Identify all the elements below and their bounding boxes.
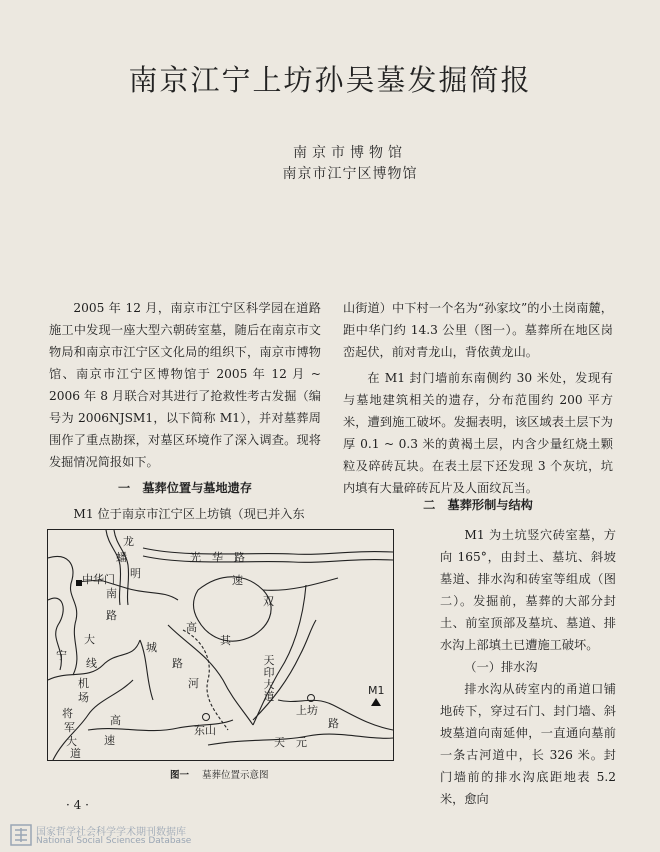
map-label-xian: 线 [86,657,97,670]
m1-marker [371,698,381,706]
section-heading-2: 二 墓葬形制与结构 [423,498,533,512]
section-heading-1: 一 墓葬位置与墓地遗存 [117,481,253,495]
map-label-da: 大 [84,633,95,646]
map-label-ming: 明 [130,567,141,580]
database-watermark [10,822,220,850]
road-guanghua [143,548,393,554]
article-title: 南京江宁上坊孙吴墓发掘简报 [128,63,532,97]
map-label-m1: M1 [368,684,385,697]
map-label-lu2: 路 [172,657,183,670]
map-label-qi: 其 [220,634,231,647]
figure-caption [170,767,269,781]
map-label-dongshan: 东山 [194,724,216,737]
map-label-su: 速 [232,574,243,587]
map-label-tianyuan: 天 元 [274,736,307,749]
map-label-chang: 场 [78,691,89,704]
map-label-lu1: 路 [106,609,117,622]
map-label-ji: 机 [78,677,89,690]
map-label-gao: 高 [186,621,197,634]
author-2: 南京市江宁区博物馆 [282,166,418,182]
right-column-top [343,297,613,499]
map-label-jun: 军 [64,721,75,734]
paragraph-drain: 排水沟从砖室内的甬道口铺地砖下，穿过石门、封门墙、斜坡墓道向南延伸，一直通向墓前一条古河道中，长 326 米。封门墙前的排水沟底距地表 5.2 米，愈向 [440,682,616,806]
paragraph-structure: M1 为土坑竖穴砖室墓，方向 165°，由封土、墓坑、斜坡墓道、排水沟和砖室等组成（图二）。发掘前，墓葬的大部分封土、前室顶部及墓坑、墓道、排水沟上部填土已遭施工破坏。 [440,528,616,652]
figure-caption-text: 墓葬位置示意图 [202,770,269,781]
right-heading-block [343,494,613,516]
watermark-cn: 国家哲学社会科学学术期刊数据库 [36,827,186,838]
author-1: 南京市博物馆 [293,145,407,161]
map-label-he: 河 [188,677,199,690]
page-number: · 4 · [66,798,89,812]
database-logo-icon [10,824,32,846]
author-list [0,143,660,185]
figure-number: 图一 [170,770,190,781]
map-label-pan: 蟠 [116,551,127,564]
map-label-tianyin: 天印大道 [263,654,275,703]
map-label-shangfang: 上坊 [296,704,318,717]
paragraph-location-start: M1 位于南京市江宁区上坊镇（现已并入东 [73,507,305,521]
paragraph-location-cont: 山街道）中下村一个名为“孙家坟”的小土岗南麓，距中华门约 14.3 公里（图一）。墓葬所在地区岗峦起伏，前对青龙山，背依黄龙山。 [343,301,613,359]
paragraph-remains: 在 M1 封门墙前东南侧约 30 米处，发现有与墓地建筑相关的遗存，分布范围约 200 平方米，遭到施工破坏。发掘表明，该区域表土层下为厚 0.1 ~ 0.3 米的黄褐土层，内含少量红烧土颗粒及碎砖瓦块。在表土层下还发现 3 个灰坑，坑内填有大量碎砖瓦片及人面纹瓦当。 [343,371,613,495]
map-label-zhonghuamen: 中华门 [82,573,115,586]
right-column-bottom [440,524,616,810]
road-guanghua-2 [143,556,393,562]
map-label-guanghua: 光 华 路 [190,551,245,564]
map-label-long: 龙 [123,535,134,548]
map-label-dadao-1: 大 [66,735,77,748]
road-express-east [263,578,338,590]
map-label-su2: 速 [104,734,115,747]
map-label-jiang: 将 [62,707,73,720]
location-map [47,529,394,761]
subheading-drain: （一）排水沟 [464,660,538,674]
road-jiangjun [53,677,133,760]
intro-paragraph: 2005 年 12 月，南京市江宁区科学园在道路施工中发现一座大型六朝砖室墓，随后在南京市文物局和南京市江宁区文化局的组织下，南京市博物馆、南京市江宁区博物馆于 2005 年 12 月 ~ 2006 年 8 月联合对其进行了抢救性考古发掘（编号为 2006NJSM1，以下简称 M1），并对墓葬周围作了重点勘探，对墓区环境作了深入调查。现将发掘情况简报如下。 [49,301,321,469]
map-label-ning: 宁 [56,649,67,662]
dongshan-marker [203,714,210,721]
map-label-shuang: 双 [263,595,274,608]
left-column [49,297,321,525]
map-label-gao2: 高 [110,714,121,727]
map-label-dao: 道 [70,747,81,760]
map-label-nan: 南 [106,587,117,600]
watermark-en: National Social Sciences Database [36,836,192,846]
map-label-cheng: 城 [146,641,157,654]
map-label-lu3: 路 [328,717,339,730]
